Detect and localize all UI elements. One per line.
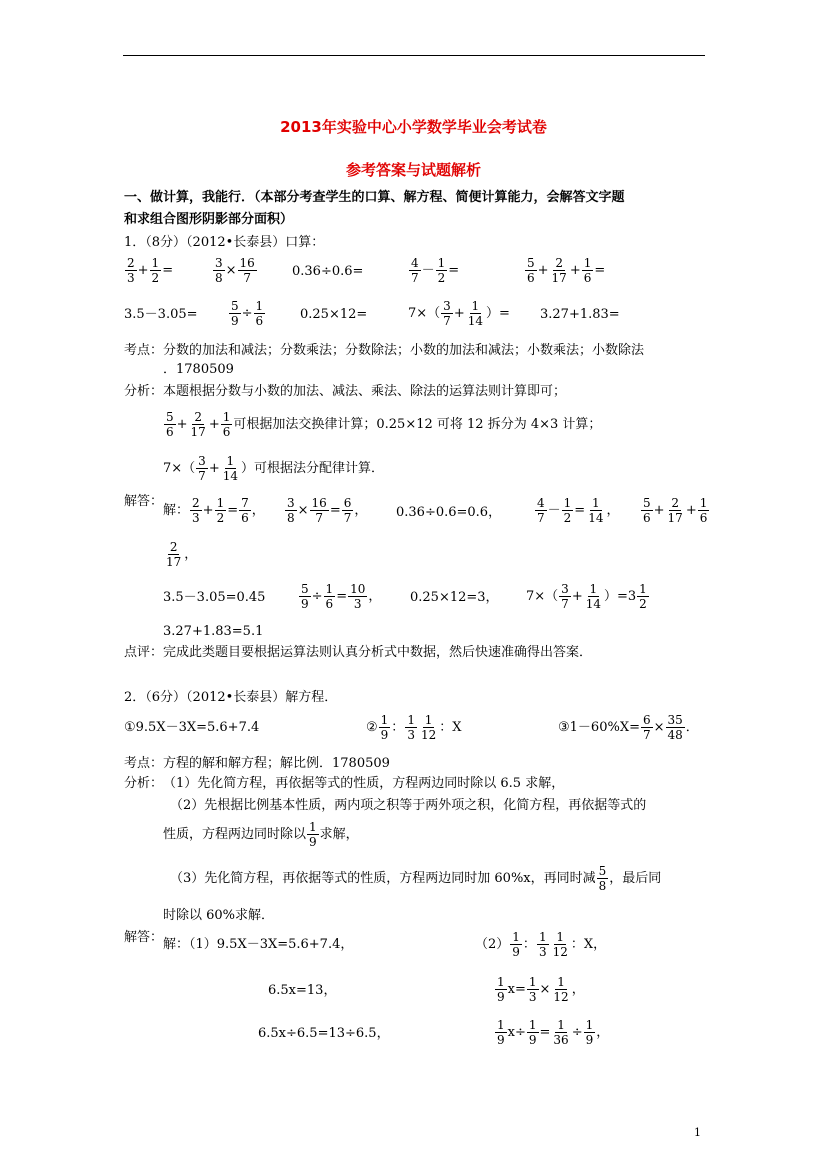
header-rule <box>123 55 705 56</box>
fraction: $\frac{3}{7}$ <box>443 299 451 328</box>
fraction: $\frac{2}{3}$ <box>127 256 135 285</box>
q2-fenxi-5: 时除以 60%求解． <box>163 908 275 923</box>
section-heading: 一、做计算，我能行．（本部分考查学生的口算、解方程、简便计算能力，会解答文字题 <box>124 190 625 205</box>
q1-fenxi-1: 本题根据分数与小数的加法、减法、乘法、除法的运算法则计算即可； <box>163 384 567 399</box>
fraction: $\frac{5}{8}$ <box>598 864 607 893</box>
fraction: $\frac{1}{3}$ <box>538 930 547 959</box>
fraction: $\frac{1}{9}$ <box>497 975 505 1004</box>
q2-solution-1b: 6.5x=13， <box>268 983 337 998</box>
q1-item-8: 0.25×12= <box>300 307 368 322</box>
fraction: $\frac{1}{6}$ <box>583 256 592 285</box>
q2-fenxi-1: （1）先化简方程，再依据等式的性质，方程两边同时除以 6.5 求解， <box>163 776 565 791</box>
fraction: $\frac{10}{3}$ <box>350 582 366 611</box>
fraction: $\frac{1}{9}$ <box>512 930 520 959</box>
doc-subtitle: 参考答案与试题解析 <box>345 161 481 179</box>
fraction: $\frac{3}{7}$ <box>198 454 206 483</box>
q1-item-10: 3.27+1.83= <box>540 307 620 322</box>
q2-solution-1a: 解：（1）9.5X－3X=5.6+7.4， <box>163 937 354 952</box>
fraction: $\frac{1}{9}$ <box>497 1018 505 1047</box>
q2-jieda-label: 解答： <box>124 930 164 945</box>
fraction: $\frac{1}{14}$ <box>585 582 601 611</box>
fraction: $\frac{1}{2}$ <box>216 496 225 525</box>
q1-answer-7: $\frac{5}{9}$ ÷ $\frac{1}{6}$ = $\frac{10}{3}$ ， <box>301 582 382 611</box>
q2-kaodian: 方程的解和解方程；解比例．1780509 <box>163 756 390 771</box>
q1-kaodian-cont: ．1780509 <box>163 362 234 377</box>
q1-dianping: 完成此类题目要根据运算法则认真分析式中数据，然后快速准确得出答案． <box>163 645 593 660</box>
fraction: $\frac{1}{6}$ <box>255 299 264 328</box>
q1-fenxi-3: 7×（ $\frac{3}{7}$ + $\frac{1}{14}$ ）可根据法分配律计算． <box>163 454 385 483</box>
q1-answer-1: 解： $\frac{2}{3}$ + $\frac{1}{2}$ = $\frac{7}{6}$ ， <box>163 496 265 525</box>
q2-equation-3: ③1－60%X= $\frac{6}{7}$ × $\frac{35}{48}$ ． <box>558 713 699 742</box>
q1-item-9: 7×（ $\frac{3}{7}$ + $\frac{1}{14}$ ）= <box>408 299 510 328</box>
fraction: $\frac{2}{17}$ <box>667 496 683 525</box>
fraction: $\frac{1}{36}$ <box>553 1018 569 1047</box>
q2-kaodian-label: 考点： <box>124 756 164 771</box>
q1-dianping-label: 点评： <box>124 645 164 660</box>
fraction: $\frac{7}{6}$ <box>241 496 249 525</box>
q2-solution-1c: 6.5x÷6.5=13÷6.5， <box>258 1026 390 1041</box>
fraction: $\frac{3}{8}$ <box>287 496 295 525</box>
fraction: $\frac{5}{6}$ <box>166 410 174 439</box>
q1-fenxi-2: $\frac{5}{6}$ + $\frac{2}{17}$ + $\frac{1}{6}$ 可根据加法交换律计算；0.25×12 可将 12 拆分为 4×3 计算； <box>166 410 602 439</box>
fraction: $\frac{1}{2}$ <box>563 496 572 525</box>
fraction: $\frac{5}{6}$ <box>643 496 651 525</box>
q2-equation-1: ①9.5X－3X=5.6+7.4 <box>124 720 260 735</box>
fraction: $\frac{1}{6}$ <box>325 582 334 611</box>
fraction: $\frac{1}{9}$ <box>528 1018 537 1047</box>
fraction: $\frac{5}{6}$ <box>527 256 535 285</box>
q1-answer-9: 7×（ $\frac{3}{7}$ + $\frac{1}{14}$ ）=3 $\frac{1}{2}$ <box>526 582 647 611</box>
fraction: $\frac{1}{6}$ <box>699 496 708 525</box>
fraction: $\frac{4}{7}$ <box>411 256 419 285</box>
fraction: $\frac{2}{17}$ <box>190 410 206 439</box>
fraction: $\frac{1}{6}$ <box>222 410 231 439</box>
q1-answer-4: $\frac{4}{7}$ － $\frac{1}{2}$ = $\frac{1}{14}$ ， <box>537 496 620 525</box>
q2-solution-2b: $\frac{1}{9}$ x= $\frac{1}{3}$ × $\frac{1}{12}$ ， <box>497 975 585 1004</box>
q2-fenxi-2: （2）先根据比例基本性质，两内项之积等于两外项之积，化简方程，再依据等式的 <box>170 798 647 813</box>
fraction: $\frac{1}{2}$ <box>151 256 160 285</box>
q1-answer-3: 0.36÷0.6=0.6， <box>396 505 502 520</box>
fraction: $\frac{16}{7}$ <box>311 496 327 525</box>
fraction: $\frac{4}{7}$ <box>537 496 545 525</box>
fraction: $\frac{1}{9}$ <box>309 820 317 849</box>
fraction: $\frac{1}{14}$ <box>467 299 483 328</box>
q1-answer-6: 3.5－3.05=0.45 <box>163 590 266 605</box>
fraction: $\frac{5}{9}$ <box>301 582 309 611</box>
q1-answer-10: 3.27+1.83=5.1 <box>163 624 264 639</box>
fraction: $\frac{1}{12}$ <box>553 975 569 1004</box>
fraction: $\frac{1}{3}$ <box>528 975 537 1004</box>
doc-title: 2013年实验中心小学数学毕业会考试卷 <box>280 118 547 136</box>
q2-equation-2: ② $\frac{1}{9}$ ： $\frac{1}{3}$ $\frac{1}{12}$ ：X <box>366 713 462 742</box>
q1-item-5: $\frac{5}{6}$ + $\frac{2}{17}$ + $\frac{1}{6}$ = <box>527 256 606 285</box>
fraction: $\frac{3}{8}$ <box>215 256 223 285</box>
q1-answer-5-result: $\frac{2}{17}$ ， <box>166 540 198 569</box>
q1-jieda-label: 解答： <box>124 494 164 509</box>
fraction: $\frac{2}{3}$ <box>192 496 200 525</box>
q2-fenxi-label: 分析： <box>124 776 164 791</box>
q2-stem: 2．（6分）（2012•长泰县）解方程． <box>124 690 338 705</box>
fraction: $\frac{16}{7}$ <box>239 256 255 285</box>
q2-fenxi-3: 性质，方程两边同时除以 $\frac{1}{9}$ 求解， <box>163 820 359 849</box>
fraction: $\frac{35}{48}$ <box>667 713 683 742</box>
fraction: $\frac{1}{2}$ <box>437 256 446 285</box>
fraction: $\frac{1}{14}$ <box>588 496 604 525</box>
section-heading-cont: 和求组合图形阴影部分面积） <box>124 212 294 227</box>
fraction: $\frac{2}{17}$ <box>166 540 182 569</box>
fraction: $\frac{1}{14}$ <box>222 454 238 483</box>
fraction: $\frac{2}{17}$ <box>551 256 567 285</box>
fraction: $\frac{1}{9}$ <box>380 713 389 742</box>
fraction: $\frac{5}{9}$ <box>231 299 239 328</box>
q1-item-3: 0.36÷0.6= <box>292 264 364 279</box>
fraction: $\frac{1}{2}$ <box>639 582 647 611</box>
q1-item-7: $\frac{5}{9}$ ÷ $\frac{1}{6}$ <box>231 299 264 328</box>
fraction: $\frac{1}{9}$ <box>585 1018 594 1047</box>
q1-answer-2: $\frac{3}{8}$ × $\frac{16}{7}$ = $\frac{6}{7}$ ， <box>287 496 368 525</box>
q1-answer-8: 0.25×12=3， <box>410 590 499 605</box>
fraction: $\frac{6}{7}$ <box>642 713 651 742</box>
q1-item-4: $\frac{4}{7}$ － $\frac{1}{2}$ = <box>411 256 460 285</box>
fraction: $\frac{1}{3}$ <box>407 713 415 742</box>
q1-item-2: $\frac{3}{8}$ × $\frac{16}{7}$ <box>215 256 255 285</box>
q1-fenxi-label: 分析： <box>124 384 164 399</box>
fraction: $\frac{1}{12}$ <box>420 713 437 742</box>
fraction: $\frac{3}{7}$ <box>561 582 569 611</box>
q2-solution-2c: $\frac{1}{9}$ x÷ $\frac{1}{9}$ = $\frac{1}{36}$ ÷ $\frac{1}{9}$ ， <box>497 1018 610 1047</box>
fraction: $\frac{1}{12}$ <box>552 930 568 959</box>
q2-fenxi-4: （3）先化简方程，再依据等式的性质，方程两边同时加 60%x，再同时减 $\frac{5}{8}$ ，最后同 <box>170 864 662 893</box>
q1-item-6: 3.5－3.05= <box>124 307 198 322</box>
q1-answer-5: $\frac{5}{6}$ + $\frac{2}{17}$ + $\frac{1}{6}$ <box>643 496 708 525</box>
fraction: $\frac{6}{7}$ <box>343 496 352 525</box>
q1-kaodian: 分数的加法和减法；分数乘法；分数除法；小数的加法和减法；小数乘法；小数除法 <box>163 343 645 358</box>
q2-solution-2a: （2） $\frac{1}{9}$ ： $\frac{1}{3}$ $\frac{1}{12}$ ：X， <box>475 930 607 959</box>
q1-kaodian-label: 考点： <box>124 343 164 358</box>
q1-item-1: $\frac{2}{3}$ + $\frac{1}{2}$ = <box>127 256 174 285</box>
page-number: 1 <box>694 1126 701 1139</box>
q1-stem: 1．（8分）（2012•长泰县）口算： <box>124 235 325 250</box>
